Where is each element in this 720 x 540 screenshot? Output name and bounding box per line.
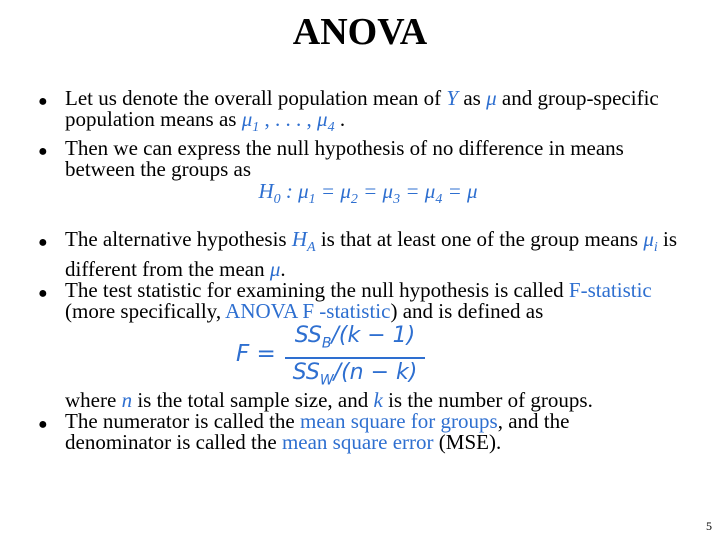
term-f-statistic: F-statistic (568, 277, 652, 302)
symbol: μ (241, 107, 253, 131)
page-number: 5 (706, 519, 712, 533)
subscript: 4 (435, 192, 443, 208)
subscript: 4 (327, 120, 335, 136)
var-y: Y (446, 86, 459, 110)
symbol: = μ (442, 179, 478, 204)
text: , . . . , (259, 107, 318, 131)
var-mui (643, 227, 658, 256)
var-mu1 (241, 107, 260, 136)
bullet-dot-icon: ● (38, 415, 48, 433)
bullet-dot-icon: ● (38, 284, 48, 302)
formula-denominator (285, 359, 425, 391)
symbol: : μ (280, 179, 309, 204)
bullet-dot-icon: ● (38, 93, 48, 110)
text: . (334, 107, 346, 131)
var-n: n (121, 387, 133, 412)
symbol: H (258, 179, 274, 204)
text: Let us denote the overall population mean of (65, 86, 447, 110)
slide-body (38, 88, 678, 453)
symbol: SS (294, 322, 322, 348)
symbol: H (291, 227, 308, 252)
formula-lhs: F = (236, 340, 276, 367)
var-mu: μ (269, 256, 281, 281)
symbol: SS (292, 359, 320, 385)
symbol: μ (643, 227, 654, 252)
symbol: = μ (315, 179, 351, 204)
var-mu4 (317, 107, 335, 136)
text: is the number of groups. (382, 387, 593, 412)
bullet-alternative-hypothesis (38, 229, 678, 279)
bullet-dot-icon: ● (38, 143, 48, 161)
where-line (38, 387, 678, 412)
text: . (280, 256, 286, 281)
term-anova-f-statistic: ANOVA F -statistic (225, 298, 391, 323)
null-hypothesis-equation (58, 180, 678, 211)
formula-numerator (285, 322, 425, 354)
text: (MSE). (433, 429, 502, 454)
subscript: 0 (273, 192, 281, 208)
fraction-bar (285, 357, 425, 359)
text: , and the denominator is called the (65, 408, 570, 454)
subscript: 3 (393, 192, 401, 208)
subscript: W (319, 371, 334, 388)
bullet-overall-mean (38, 88, 678, 138)
subscript: i (653, 240, 658, 256)
text: where (65, 387, 122, 412)
text: (more specifically, (65, 298, 226, 323)
text: and group-specific population means as (65, 86, 659, 131)
subscript: A (307, 240, 316, 256)
bullet-numerator-denominator (38, 408, 678, 454)
slide-title: ANOVA (292, 11, 428, 53)
bullet-test-statistic (38, 277, 678, 323)
text: The numerator is called the (65, 408, 300, 433)
f-statistic-formula (236, 322, 678, 390)
text: Then we can express the null hypothesis of no difference in means between the groups as (65, 136, 624, 182)
bullet-dot-icon: ● (38, 234, 48, 252)
text: as (458, 86, 487, 110)
bullet-null-hypothesis (38, 138, 678, 180)
var-k: k (373, 387, 383, 412)
symbol: /(k − 1) (331, 322, 416, 348)
text: is that at least one of the group means (315, 227, 644, 252)
var-ha (291, 227, 316, 256)
subscript: 2 (350, 192, 358, 208)
symbol: /(n − k) (333, 359, 418, 385)
symbol: μ (317, 107, 328, 131)
text: is the total sample size, and (132, 387, 374, 412)
symbol: = μ (400, 179, 436, 204)
text: ) and is defined as (390, 298, 544, 323)
symbol: = μ (357, 179, 394, 204)
text: The alternative hypothesis (65, 227, 292, 252)
var-mu: μ (486, 86, 497, 110)
subscript: B (321, 334, 332, 351)
subscript: 1 (252, 120, 260, 136)
term-mean-square-groups: mean square for groups (300, 408, 498, 433)
term-mean-square-error: mean square error (281, 429, 434, 454)
subscript: 1 (308, 192, 316, 208)
text: is different from the mean (65, 227, 678, 281)
text: The test statistic for examining the null hypothesis is called (65, 277, 569, 302)
